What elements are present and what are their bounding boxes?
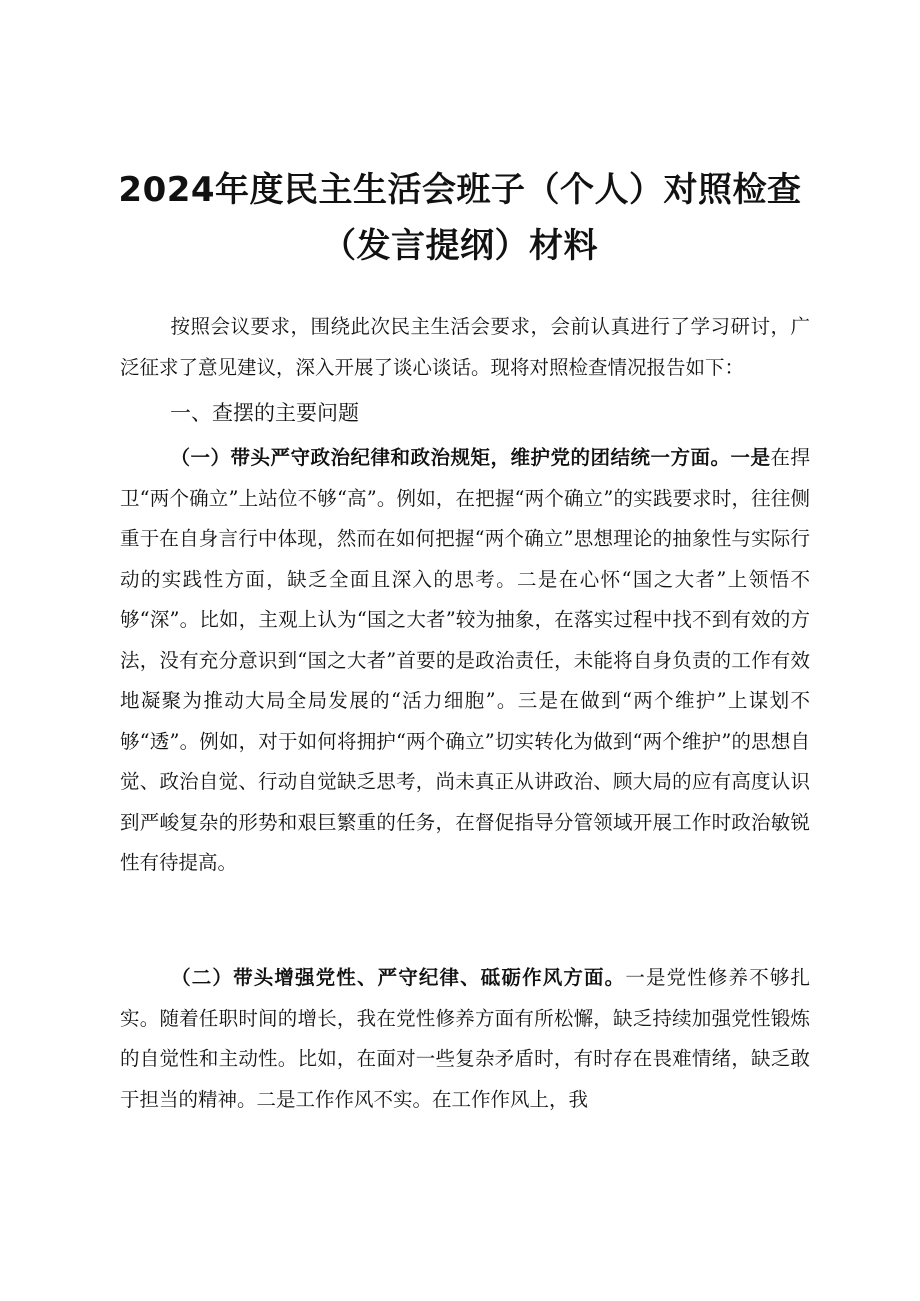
section-heading-1: 一、查摆的主要问题 (170, 401, 359, 425)
subsection-1-paragraph (120, 438, 810, 884)
intro-paragraph (120, 307, 810, 388)
document-title-line-1: 2024年度民主生活会班子（个人）对照检查 (118, 170, 802, 210)
document-title-line-2: （发言提纲）材料 (322, 226, 598, 266)
subsection-2-heading: （二）带头增强党性、严守纪律、砥砺作风方面。 (170, 966, 626, 989)
subsection-1-lead: 一是 (730, 446, 771, 469)
subsection-2-paragraph (120, 958, 810, 1120)
subsection-1-heading: （一）带头严守政治纪律和政治规矩，维护党的团结统一方面。 (170, 446, 731, 469)
intro-text: 按照会议要求，围绕此次民主生活会要求，会前认真进行了学习研讨，广泛征求了意见建议，深入开展了谈心谈话。现将对照检查情况报告如下： (120, 315, 810, 379)
subsection-1-body: 在捍卫“两个确立”上站位不够“高”。例如，在把握“两个确立”的实践要求时，往往侧重于在自身言行中体现，然而在如何把握“两个确立”思想理论的抽象性与实际行动的实践性方面，缺乏全面且深入的思考。二是在心怀“国之大者”上领悟不够“深”。比如，主观上认为“国之大者”较为抽象，在落实过程中找不到有效的方法，没有充分意识到“国之大者”首要的是政治责任，未能将自身负责的工作有效地凝聚为推动大局全局发展的“活力细胞”。三是在做到“两个维护”上谋划不够“透”。例如，对于如何将拥护“两个确立”切实转化为做到“两个维护”的思想自觉、政治自觉、行动自觉缺乏思考，尚未真正从讲政治、顾大局的应有高度认识到严峻复杂的形势和艰巨繁重的任务，在督促指导分管领域开展工作时政治敏锐性有待提高。 (120, 446, 810, 874)
subsection-2-body: 一是党性修养不够扎实。随着任职时间的增长，我在党性修养方面有所松懈，缺乏持续加强党性锻炼的自觉性和主动性。比如，在面对一些复杂矛盾时，有时存在畏难情绪，缺乏敢于担当的精神。二是工作作风不实。在工作作风上，我 (120, 966, 810, 1111)
